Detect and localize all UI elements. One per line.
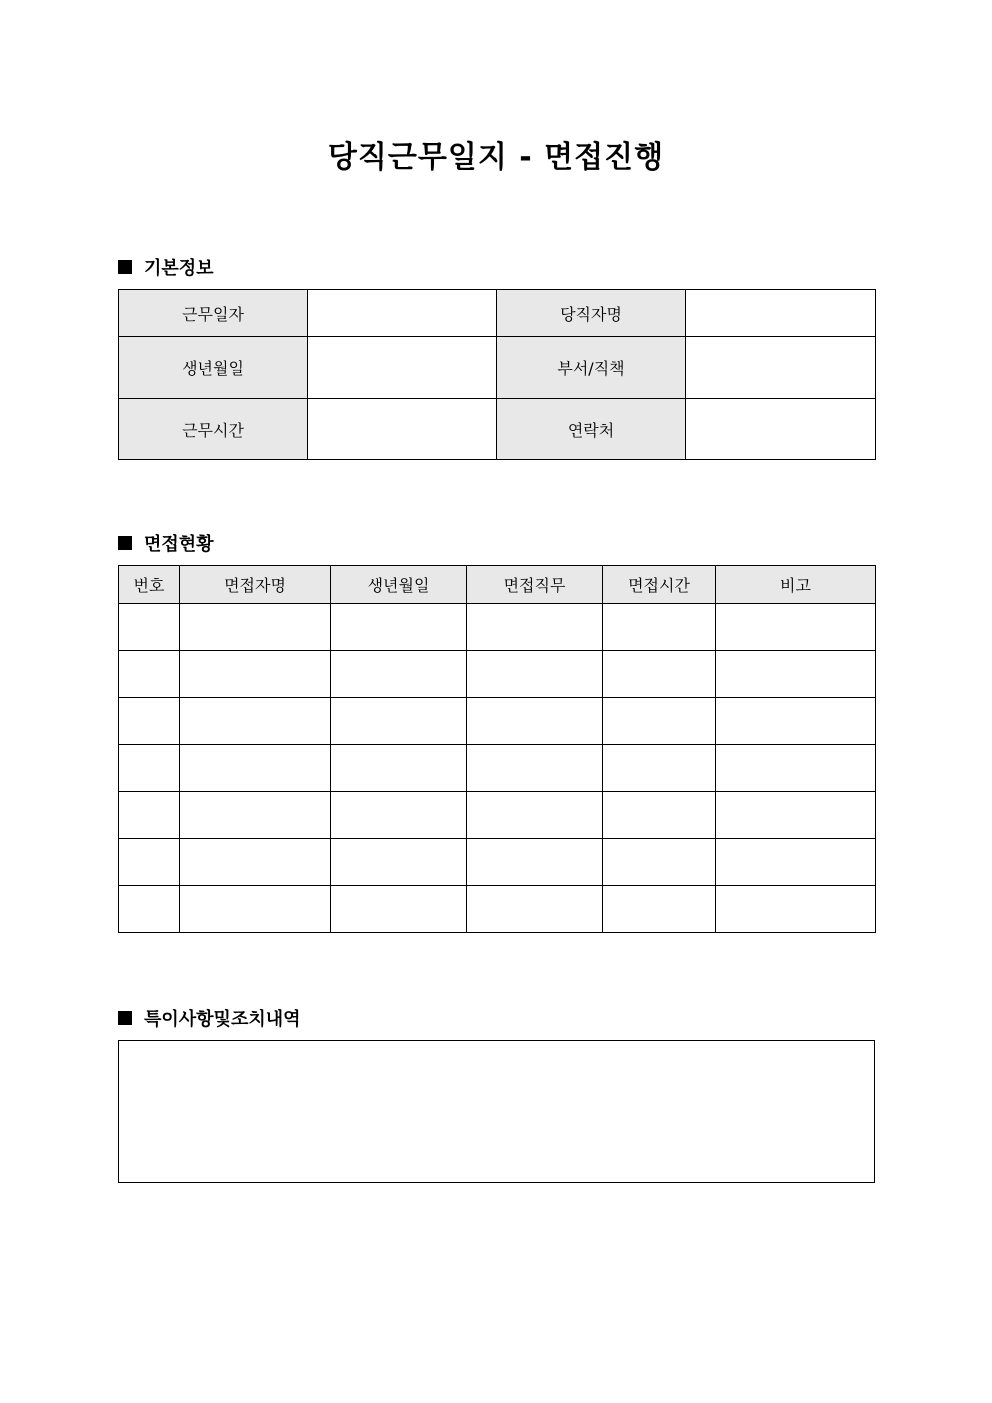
table-cell[interactable] [180,745,331,792]
table-cell[interactable] [467,651,603,698]
interview-header-row [119,566,876,604]
table-row [119,651,876,698]
table-row [119,698,876,745]
duty-person-label: 당직자명 [497,290,686,337]
table-cell[interactable] [119,792,180,839]
table-cell[interactable] [119,745,180,792]
table-cell[interactable] [331,698,467,745]
table-cell[interactable] [603,604,716,651]
table-cell[interactable] [467,886,603,933]
column-header-interviewee: 면접자명 [180,566,331,604]
basic-info-row [119,337,876,399]
interview-heading [118,530,214,556]
table-cell[interactable] [180,792,331,839]
table-cell[interactable] [716,886,876,933]
column-header-number: 번호 [119,566,180,604]
contact-label: 연락처 [497,399,686,460]
table-cell[interactable] [467,698,603,745]
birth-date-field[interactable] [308,337,497,399]
interview-heading-text: 면접현황 [144,534,214,555]
basic-info-row [119,399,876,460]
table-cell[interactable] [180,839,331,886]
table-cell[interactable] [331,651,467,698]
table-cell[interactable] [467,839,603,886]
table-cell[interactable] [180,886,331,933]
work-hours-label: 근무시간 [119,399,308,460]
table-cell[interactable] [716,604,876,651]
table-cell[interactable] [119,651,180,698]
page-title: 당직근무일지 - 면접진행 [327,140,665,175]
notes-heading-text: 특이사항및조치내역 [144,1009,301,1030]
table-cell[interactable] [331,886,467,933]
duty-person-field[interactable] [686,290,876,337]
table-cell[interactable] [716,651,876,698]
table-row [119,792,876,839]
column-header-birth-date: 생년월일 [331,566,467,604]
basic-info-table [118,289,876,460]
square-bullet-icon [118,260,132,274]
notes-box[interactable] [118,1040,875,1183]
table-cell[interactable] [603,792,716,839]
square-bullet-icon [118,1011,132,1025]
table-cell[interactable] [467,604,603,651]
table-cell[interactable] [603,839,716,886]
birth-date-label: 생년월일 [119,337,308,399]
table-cell[interactable] [180,651,331,698]
table-cell[interactable] [331,604,467,651]
table-cell[interactable] [716,698,876,745]
contact-field[interactable] [686,399,876,460]
interview-table [118,565,876,933]
table-cell[interactable] [119,604,180,651]
table-cell[interactable] [603,745,716,792]
column-header-remarks: 비고 [716,566,876,604]
basic-info-heading [118,254,214,280]
table-cell[interactable] [331,745,467,792]
notes-heading [118,1005,301,1031]
table-row [119,604,876,651]
basic-info-heading-text: 기본정보 [144,258,214,279]
column-header-job: 면접직무 [467,566,603,604]
table-cell[interactable] [716,839,876,886]
table-cell[interactable] [331,839,467,886]
table-row [119,839,876,886]
table-row [119,886,876,933]
table-cell[interactable] [716,792,876,839]
table-cell[interactable] [603,698,716,745]
table-cell[interactable] [180,604,331,651]
table-cell[interactable] [467,792,603,839]
table-cell[interactable] [603,886,716,933]
table-cell[interactable] [119,886,180,933]
table-cell[interactable] [603,651,716,698]
table-cell[interactable] [119,839,180,886]
work-date-field[interactable] [308,290,497,337]
square-bullet-icon [118,536,132,550]
table-row [119,745,876,792]
table-cell[interactable] [467,745,603,792]
table-cell[interactable] [331,792,467,839]
department-position-field[interactable] [686,337,876,399]
basic-info-row [119,290,876,337]
table-cell[interactable] [119,698,180,745]
table-cell[interactable] [180,698,331,745]
work-hours-field[interactable] [308,399,497,460]
department-position-label: 부서/직책 [497,337,686,399]
table-cell[interactable] [716,745,876,792]
column-header-time: 면접시간 [603,566,716,604]
work-date-label: 근무일자 [119,290,308,337]
